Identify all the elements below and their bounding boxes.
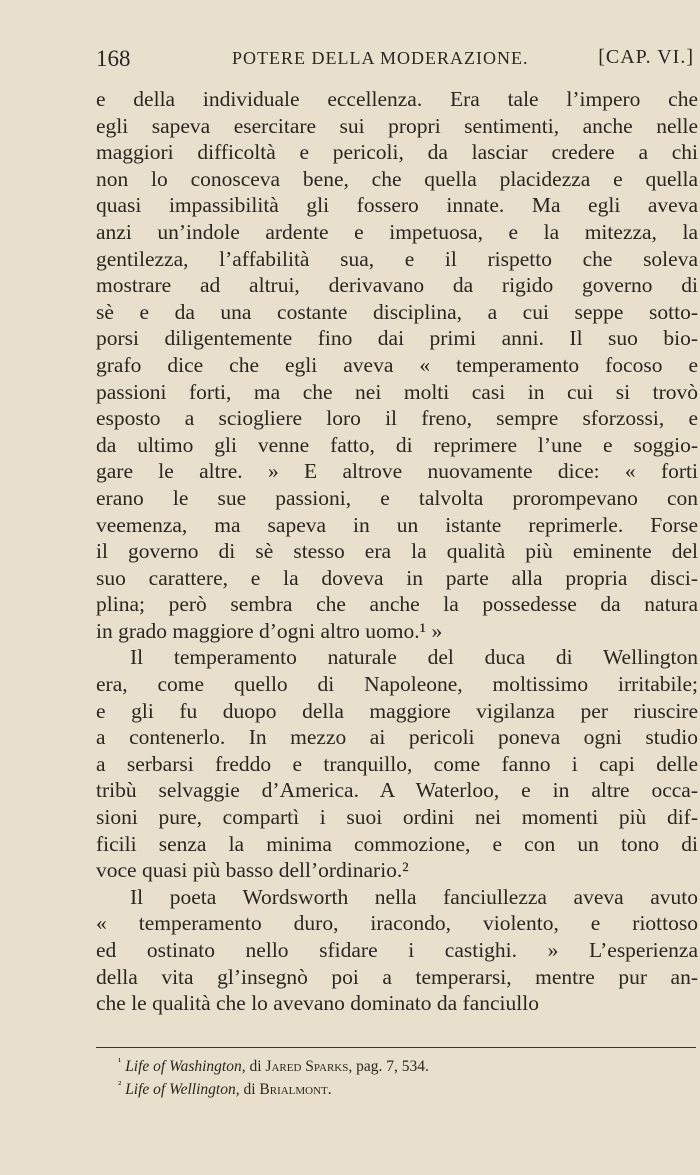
text-line: passioni forti, ma che nei molti casi in cui si trovò [96,379,698,404]
text-line: in grado maggiore d’ogni altro uomo.¹ » [96,618,443,643]
footnotes [118,1053,429,1099]
text-line: veemenza, ma sapeva in un istante reprimerle. Forse [96,512,698,537]
footnote-text: di [245,1058,266,1076]
footnote-mark: ¹ [118,1056,122,1068]
footnote-title: Life of Washington, [125,1058,246,1076]
text-line: gare le altre. » E altrove nuovamente dice: « forti [96,459,698,484]
text-line: voce quasi più basso dell’ordinario.² [96,858,409,883]
text-line: sè e da una costante disciplina, a cui seppe sotto- [96,299,698,324]
footnote-text: . [327,1081,332,1099]
text-line: gentilezza, l’affabilità sua, e il rispetto che soleva [96,246,698,271]
text-line: da ultimo gli venne fatto, di reprimere l’une e soggio- [96,432,698,457]
text-line: esposto a sciogliere loro il freno, sempre sforzossi, e [96,406,698,431]
footnote [118,1076,429,1099]
text-line: a serbarsi freddo e tranquillo, come fanno i capi delle [96,751,698,776]
running-header [96,46,698,76]
footnote [118,1053,429,1076]
text-line: e gli fu duopo della maggiore vigilanza per riuscire [96,698,698,723]
text-line: e della individuale eccellenza. Era tale l’impero che [96,87,698,111]
body-text [96,86,698,1017]
text-line: Il temperamento naturale del duca di Wellington [130,645,698,670]
chapter-label: [CAP. VI.] [598,46,694,68]
footnote-divider [96,1047,696,1048]
footnote-text: , pag. 7, 534. [348,1058,429,1076]
text-line: plina; però sembra che anche la possedesse da natura [96,592,698,617]
footnote-author: Brialmont [259,1081,328,1099]
footnote-title: Life of Wellington, [125,1081,240,1099]
footnote-mark: ² [118,1079,122,1092]
text-line: il governo di sè stesso era la qualità più eminente del [96,539,698,564]
text-line: egli sapeva esercitare sui propri sentimenti, anche nelle [96,113,698,138]
text-line: tribù selvaggie d’America. A Waterloo, e in altre occa- [96,778,698,803]
text-line: suo carattere, e la doveva in parte alla propria disci- [96,565,698,590]
text-line: erano le sue passioni, e talvolta prorompevano con [96,485,698,510]
text-line: sioni pure, compartì i suoi ordini nei momenti più dif- [96,805,698,830]
text-line: della vita gl’insegnò poi a temperarsi, mentre pur an- [96,964,698,989]
text-line: che le qualità che lo avevano dominato da fanciullo [96,991,539,1016]
footnote-text: di [239,1081,260,1099]
running-title: POTERE DELLA MODERAZIONE. [232,48,529,68]
page-number: 168 [96,46,131,71]
footnote-author: Jared Sparks [265,1058,349,1076]
text-line: ficili senza la minima commozione, e con un tono di [96,831,698,856]
text-line: grafo dice che egli aveva « temperamento focoso e [96,352,698,377]
text-line: non lo conosceva bene, che quella placidezza e quella [96,166,698,191]
text-line: ed ostinato nello sfidare i castighi. » L’esperienza [96,938,698,962]
text-line: « temperamento duro, iracondo, violento, e riottoso [96,911,698,936]
text-line: Il poeta Wordsworth nella fanciullezza aveva avuto [130,884,698,909]
text-line: porsi diligentemente fino dai primi anni. Il suo bio- [96,326,698,351]
text-line: a contenerlo. In mezzo ai pericoli poneva ogni studio [96,725,698,750]
text-line: quasi impassibilità gli fossero innate. Ma egli aveva [96,193,698,218]
text-line: anzi un’indole ardente e impetuosa, e la mitezza, la [96,219,698,244]
text-line: maggiori difficoltà e pericoli, da lasciar credere a chi [96,140,698,165]
text-line: mostrare ad altrui, derivavano da rigido governo di [96,273,698,298]
text-line: era, come quello di Napoleone, moltissimo irritabile; [96,672,698,697]
